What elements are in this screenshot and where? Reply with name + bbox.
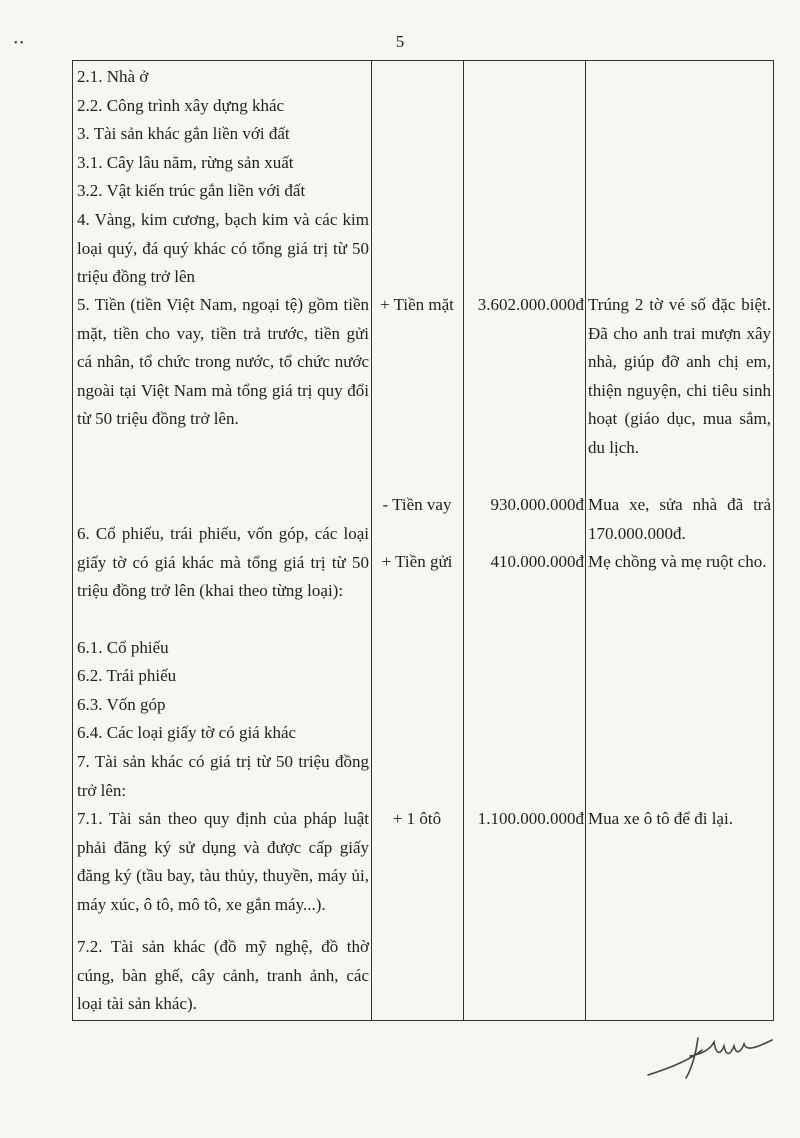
row-item-7-1: 7.1. Tài sản theo quy định của pháp luật phải đăng ký sử dụng và được cấp giấy đăng ký (tầu bay, tàu thủy, thuyền, máy ủi, máy xúc, ô tô, mô tô, xe gắn máy...). bbox=[77, 809, 369, 914]
row-item-3: 3. Tài sản khác gắn liền với đất bbox=[77, 124, 290, 143]
row-type-car: + 1 ôtô bbox=[392, 809, 442, 828]
row-item-3-2: 3.2. Vật kiến trúc gắn liền với đất bbox=[77, 181, 306, 200]
row-item-6-4: 6.4. Các loại giấy tờ có giá khác bbox=[77, 723, 297, 742]
row-type-loan: - Tiền vay bbox=[382, 495, 452, 514]
scan-artifact: • • bbox=[14, 38, 24, 49]
row-item-4: 4. Vàng, kim cương, bạch kim và các kim loại quý, đá quý khác có tổng giá trị từ 50 triệu đồng trở lên bbox=[77, 210, 369, 286]
row-note-cash: Trúng 2 tờ vé số đặc biệt. Đã cho anh trai mượn xây nhà, giúp đỡ anh chị em, thiện nguyện, chi tiêu sinh hoạt (giáo dục, mua sắm, du lịch. bbox=[588, 295, 771, 457]
row-item-2-1: 2.1. Nhà ở bbox=[77, 67, 149, 86]
row-item-6-3: 6.3. Vốn góp bbox=[77, 695, 166, 714]
row-type-deposit: + Tiền gửi bbox=[381, 552, 453, 571]
column-divider bbox=[371, 61, 372, 1020]
row-note-car: Mua xe ô tô để đi lại. bbox=[588, 809, 733, 828]
row-note-deposit: Mẹ chồng và mẹ ruột cho. bbox=[588, 552, 767, 571]
row-item-2-2: 2.2. Công trình xây dựng khác bbox=[77, 96, 285, 115]
row-item-6-2: 6.2. Trái phiếu bbox=[77, 666, 177, 685]
column-divider bbox=[463, 61, 464, 1020]
handwritten-signature bbox=[640, 1020, 780, 1090]
row-note-loan: Mua xe, sửa nhà đã trả 170.000.000đ. bbox=[588, 495, 771, 543]
row-value-deposit: 410.000.000đ bbox=[490, 552, 584, 571]
row-value-loan: 930.000.000đ bbox=[490, 495, 584, 514]
column-divider bbox=[585, 61, 586, 1020]
row-item-6-1: 6.1. Cổ phiếu bbox=[77, 638, 169, 657]
asset-declaration-table bbox=[72, 60, 774, 1021]
page-number: 5 bbox=[395, 32, 405, 51]
row-item-7-2: 7.2. Tài sản khác (đồ mỹ nghệ, đồ thờ cúng, bàn ghế, cây cảnh, tranh ảnh, các loại tài sản khác). bbox=[77, 937, 369, 1013]
row-value-car: 1.100.000.000đ bbox=[477, 809, 584, 828]
row-type-cash: + Tiền mặt bbox=[380, 295, 454, 314]
row-item-7: 7. Tài sản khác có giá trị từ 50 triệu đồng trở lên: bbox=[77, 752, 369, 800]
row-item-3-1: 3.1. Cây lâu năm, rừng sản xuất bbox=[77, 153, 294, 172]
row-item-5: 5. Tiền (tiền Việt Nam, ngoại tệ) gồm tiền mặt, tiền cho vay, tiền trả trước, tiền gửi cá nhân, tổ chức trong nước, tổ chức nước ngoài tại Việt Nam mà tổng giá trị quy đổi từ 50 triệu đồng trở lên. bbox=[77, 295, 369, 428]
row-item-6: 6. Cổ phiếu, trái phiếu, vốn góp, các loại giấy tờ có giá khác mà tổng giá trị từ 50 triệu đồng trở lên (khai theo từng loại): bbox=[77, 524, 369, 600]
row-value-cash: 3.602.000.000đ bbox=[477, 295, 584, 314]
